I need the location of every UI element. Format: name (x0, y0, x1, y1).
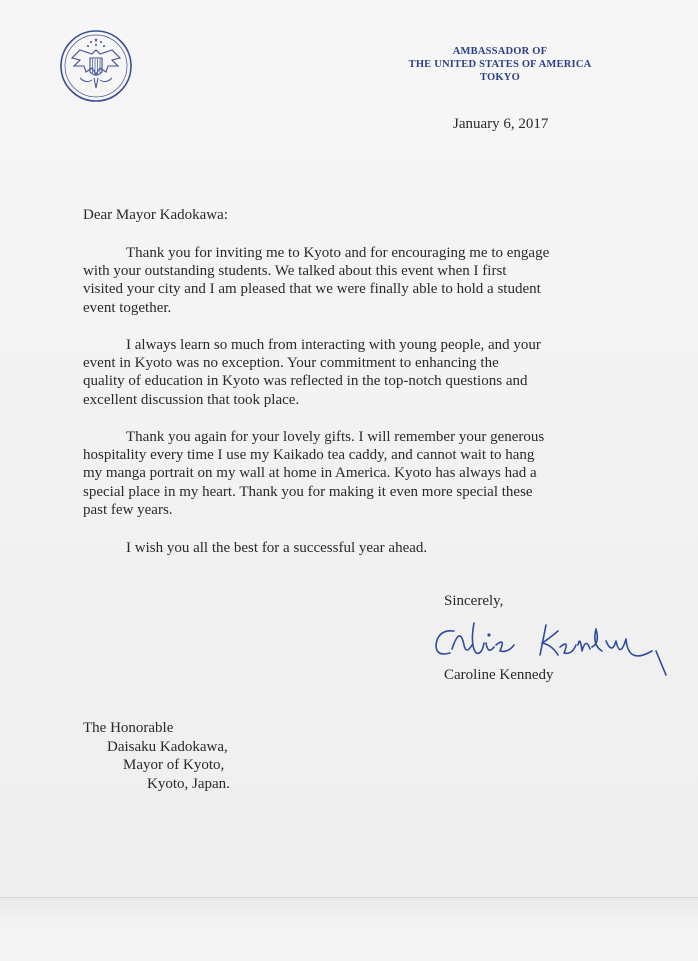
letterhead (392, 45, 608, 84)
paragraph-line: Thank you again for your lovely gifts. I will remember your generous (126, 429, 545, 445)
letter-date: January 6, 2017 (453, 116, 549, 132)
paragraph-line: past few years. (83, 501, 173, 518)
address-line: The Honorable (83, 720, 174, 736)
paragraph-4 (83, 539, 583, 557)
paragraph-line: event together. (83, 299, 172, 316)
paragraph-line: with your outstanding students. We talked about this event when I first (83, 263, 507, 280)
paragraph-line: event in Kyoto was no exception. Your commitment to enhancing the (83, 355, 499, 372)
paragraph-line: Thank you for inviting me to Kyoto and for encouraging me to engage (126, 245, 550, 261)
address-line: Kyoto, Japan. (147, 775, 230, 792)
paragraph-line: excellent discussion that took place. (83, 391, 300, 408)
paragraph-line: my manga portrait on my wall at home in America. Kyoto has always had a (83, 465, 537, 482)
recipient-address (83, 719, 230, 793)
great-seal-icon (58, 28, 134, 104)
paragraph-1 (83, 244, 583, 317)
signer-name: Caroline Kennedy (444, 667, 554, 683)
address-line: Daisaku Kadokawa, (107, 738, 228, 755)
salutation: Dear Mayor Kadokawa: (83, 207, 228, 223)
paragraph-line: I always learn so much from interacting with young people, and your (126, 337, 541, 353)
page-bottom-edge (0, 897, 698, 961)
paragraph-line: hospitality every time I use my Kaikado tea caddy, and cannot wait to hang (83, 447, 535, 464)
paragraph-line: visited your city and I am pleased that we were finally able to hold a student (83, 281, 541, 298)
paragraph-3 (83, 428, 583, 519)
letterhead-line-3: TOKYO (480, 72, 520, 83)
address-line: Mayor of Kyoto, (123, 757, 225, 774)
paragraph-2 (83, 336, 583, 409)
closing: Sincerely, (444, 593, 504, 609)
letterhead-line-2: THE UNITED STATES OF AMERICA (408, 59, 592, 70)
paragraph-line: I wish you all the best for a successful year ahead. (126, 540, 428, 556)
paragraph-line: special place in my heart. Thank you for making it even more special these (83, 483, 533, 500)
letterhead-line-1: AMBASSADOR OF (452, 46, 548, 57)
paragraph-line: quality of education in Kyoto was reflected in the top-notch questions and (83, 373, 528, 390)
